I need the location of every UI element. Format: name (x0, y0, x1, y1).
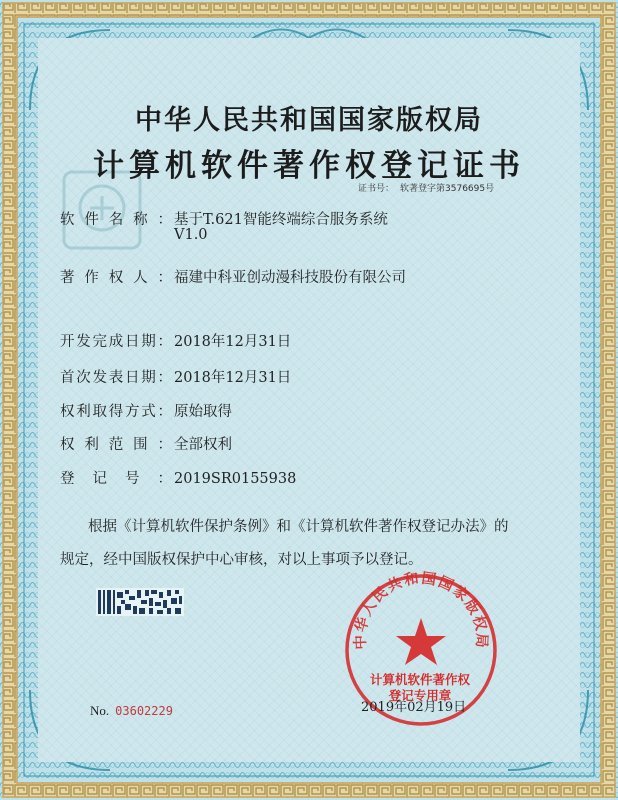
acquisition-value: 原始取得 (174, 404, 232, 420)
issue-date: 2019年02月19日 (361, 700, 467, 715)
acquisition-field (60, 400, 232, 421)
registration-label: 登记号： (60, 471, 172, 487)
acquisition-label: 权利取得方式： (60, 404, 172, 420)
certificate-title: 计算机软件著作权登记证书 (93, 148, 525, 184)
qr-barcode-icon (96, 588, 184, 616)
certificate-number (352, 181, 494, 194)
software-name-label: 软件名称： (60, 212, 172, 228)
statement-line-1: 根据《计算机软件保护条例》和《计算机软件著作权登记办法》的 (88, 519, 509, 535)
software-name-value: 基于T.621智能终端综合服务系统 (174, 212, 388, 228)
serial-number (90, 703, 173, 719)
pub-date-field (60, 366, 291, 387)
software-name-field (60, 208, 388, 229)
cert-no-label: 证书号： (358, 184, 395, 194)
copyright-owner-field (60, 266, 406, 287)
scope-field (60, 433, 232, 454)
registration-field (60, 467, 296, 488)
seal-line-1: 计算机软件著作权 (369, 672, 470, 687)
scope-label: 权利范围： (60, 437, 172, 453)
dev-date-value: 2018年12月31日 (174, 334, 292, 350)
pub-date-label: 首次发表日期： (60, 370, 172, 386)
dev-date-field (60, 330, 291, 351)
owner-label: 著作权人： (60, 270, 172, 286)
scope-value: 全部权利 (174, 437, 232, 453)
seal-line-2: 登记专用章 (388, 688, 452, 703)
statement-line-2: 规定，经中国版权保护中心审核，对以上事项予以登记。 (60, 552, 423, 568)
pub-date-value: 2018年12月31日 (174, 370, 292, 386)
dev-date-label: 开发完成日期： (60, 334, 172, 350)
registration-value: 2019SR0155938 (174, 471, 297, 487)
owner-value: 福建中科亚创动漫科技股份有限公司 (174, 270, 406, 286)
issuer-title: 中华人民共和国国家版权局 (135, 105, 483, 136)
serial-value: 03602229 (115, 704, 173, 718)
serial-label: No. (90, 703, 110, 718)
software-version: V1.0 (174, 227, 208, 243)
cert-no-value: 软著登字第3576695号 (400, 184, 495, 194)
svg-text:中华人民共和国国家版权局: 中华人民共和国国家版权局 (352, 570, 490, 650)
